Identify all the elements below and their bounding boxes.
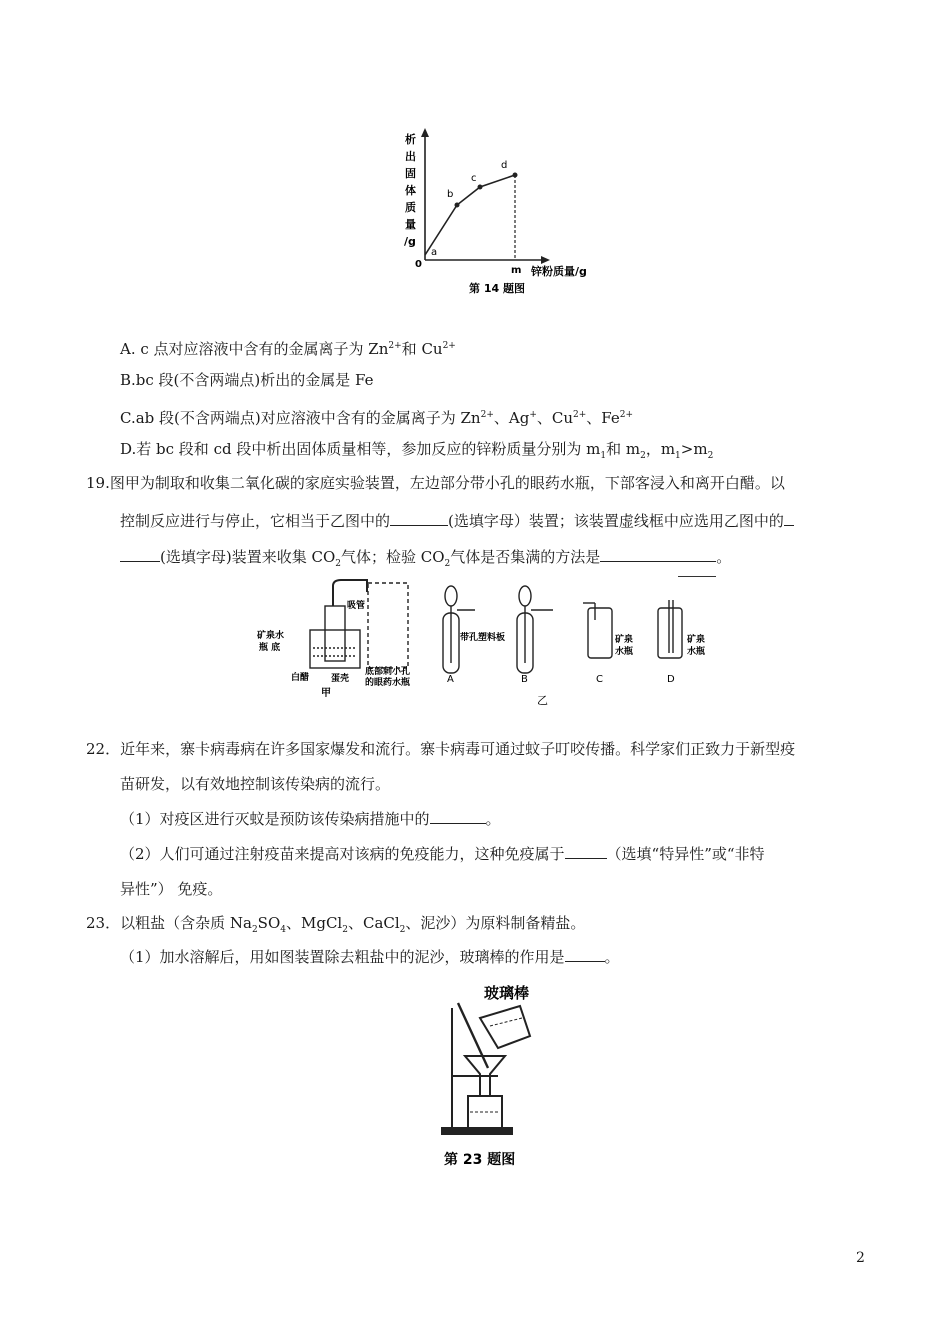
q18-option-a: A. c 点对应溶液中含有的金属离子为 $Zn^{2+}$和 $Cu^{2+}$ [120, 340, 456, 358]
q19-line-1: 19.图甲为制取和收集二氧化碳的家庭实验装置，左边部分带小孔的眼药水瓶，下部客浸入和离开白醋。以 [86, 474, 785, 492]
q18-option-d: D.若 bc 段和 cd 段中析出固体质量相等，参加反应的锌粉质量分别为 $m_1$和 $m_2$，$m_1>m_2$ [120, 440, 714, 461]
label-c: C [596, 674, 603, 685]
label-eyedrop: 底部刺小孔 [365, 667, 411, 677]
answer-blank[interactable] [120, 546, 160, 562]
answer-blank[interactable] [600, 546, 716, 562]
q18-option-b: B.bc 段(不含两端点)析出的金属是 Fe [120, 371, 374, 389]
label-vinegar: 白醋 [291, 673, 310, 683]
pouring-beaker [480, 1006, 530, 1048]
q22-line-1: 22．近年来，寨卡病毒病在许多国家爆发和流行。寨卡病毒可通过蚊子叮咬传播。科学家们正致力于新型疫 [86, 740, 796, 758]
y-label-char: 量 [405, 218, 416, 231]
bottle-c [588, 608, 612, 658]
answer-blank[interactable] [390, 510, 448, 526]
label-b: B [521, 674, 528, 685]
answer-blank[interactable] [565, 946, 605, 962]
label-straw: 吸管 [347, 601, 366, 611]
glass-rod [458, 1003, 488, 1068]
q23-sub-1: （1）加水溶解后，用如图装置除去粗盐中的泥沙，玻璃棒的作用是 。 [120, 948, 620, 966]
origin-label: 0 [415, 259, 422, 270]
jia-container [310, 630, 360, 668]
q19-line-3: (选填字母)装置来收集 $CO_2$气体；检验 $CO_2$气体是否集满的方法是 。 [120, 546, 731, 574]
y-label-char: 固 [405, 167, 416, 180]
figure-14-caption: 第 14 题图 [469, 282, 525, 295]
label-bottle-bottom-2: 瓶 底 [259, 643, 281, 653]
label-plate: 带孔塑料板 [460, 633, 506, 643]
m-label: m [511, 265, 522, 276]
label-jia: 甲 [321, 688, 331, 699]
x-axis-label: 锌粉质量/g [531, 265, 587, 278]
eyedrop-bottle [325, 606, 345, 661]
answer-blank[interactable] [784, 510, 794, 526]
label-bottle-bottom: 矿泉水 [257, 631, 285, 641]
y-axis-arrow [421, 128, 429, 137]
point-label-b: b [447, 189, 454, 200]
figure-19-apparatus [255, 578, 725, 708]
q22-line-2: 苗研发，以有效地控制该传染病的流行。 [120, 775, 391, 793]
bottle-d [658, 608, 682, 658]
point-c [478, 185, 483, 190]
page-number: 2 [856, 1250, 865, 1266]
q19-line-2: 控制反应进行与停止，它相当于乙图中的 (选填字母）装置；该装置虚线框中应选用乙图中的 [120, 510, 794, 531]
label-eyedrop-2: 的眼药水瓶 [365, 678, 411, 688]
y-label-char: 析 [405, 133, 416, 146]
point-d [513, 173, 518, 178]
q23-line-1: 23．以粗盐（含杂质 $Na_2SO_4$、MgCl$_2$、CaCl$_2$、泥沙）为原料制备精盐。 [86, 914, 586, 935]
point-label-a: a [431, 247, 438, 258]
y-label-char: 质 [405, 201, 416, 214]
answer-blank[interactable] [430, 808, 486, 824]
label-d: D [667, 674, 675, 685]
y-label-char: /g [404, 235, 416, 248]
point-label-c: c [471, 173, 477, 184]
q18-option-c: C.ab 段(不含两端点)对应溶液中含有的金属离子为 $Zn^{2+}$、Ag+、$Cu^{2+}$、$Fe^{2+}$ [120, 409, 634, 427]
dashed-collector [368, 583, 408, 668]
q22-sub-1: （1）对疫区进行灭蚊是预防该传染病措施中的 。 [120, 810, 501, 828]
stray-rule [678, 576, 716, 577]
label-d-bottle: 矿泉 [687, 635, 706, 645]
q22-sub-2: （2）人们可通过注射疫苗来提高对该病的免疫能力，这种免疫属于 （选填“特异性”或“非特 [120, 845, 765, 863]
label-eggshell: 蛋壳 [331, 674, 350, 684]
y-label-char: 体 [405, 184, 416, 197]
label-d-bottle-2: 水瓶 [687, 647, 706, 657]
point-b [455, 203, 460, 208]
rod-label: 玻璃棒 [484, 984, 530, 1002]
answer-blank[interactable] [565, 843, 607, 859]
figure-23-caption: 第 23 题图 [444, 1152, 516, 1168]
x-axis-arrow [541, 256, 550, 264]
figure-23-filtration [430, 978, 560, 1176]
curve [425, 175, 515, 255]
figure-14-graph [395, 125, 615, 305]
label-yi: 乙 [537, 694, 548, 707]
q22-sub-2-cont: 异性”） 免疫。 [120, 880, 223, 898]
point-label-d: d [501, 160, 508, 171]
y-label-char: 出 [405, 150, 416, 163]
label-a: A [447, 674, 454, 685]
label-c-bottle-2: 水瓶 [615, 647, 634, 657]
label-c-bottle: 矿泉 [615, 635, 634, 645]
